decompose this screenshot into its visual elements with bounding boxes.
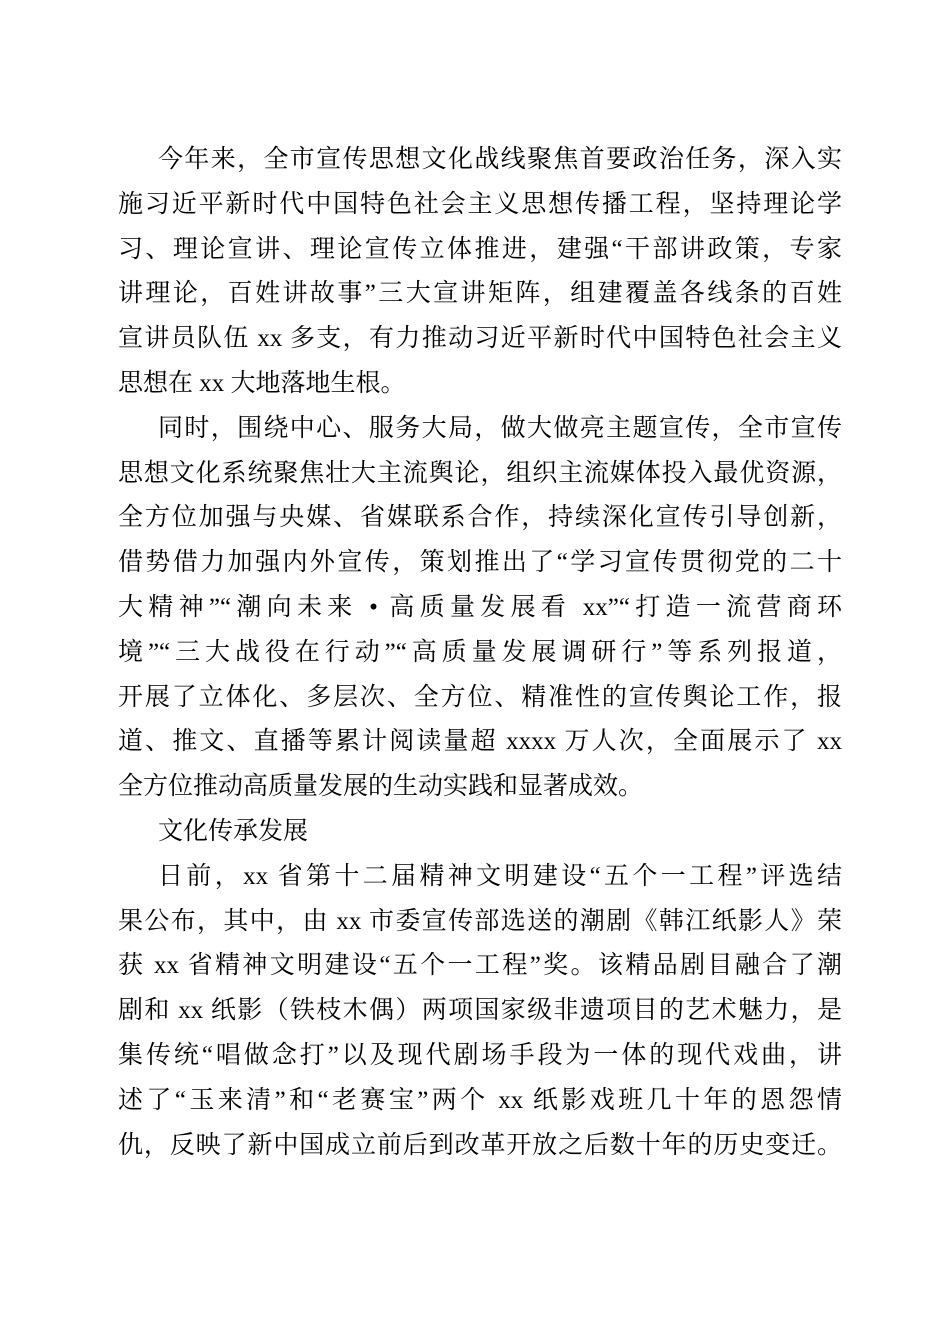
paragraph-line: 借势借力加强内外宣传，策划推出了“学习宣传贯彻党的二十 <box>118 549 842 577</box>
paragraph-line: 全方位加强与央媒、省媒联系合作，持续深化宣传引导创新， <box>118 504 842 532</box>
paragraph-line: 宣讲员队伍 xx 多支，有力推动习近平新时代中国特色社会主义 <box>118 325 842 353</box>
paragraph-line: 同时，围绕中心、服务大局，做大做亮主题宣传，全市宣传 <box>158 414 842 442</box>
paragraph-3 <box>118 855 842 1169</box>
paragraph-line: 全方位推动高质量发展的生动实践和显著成效。 <box>118 773 644 801</box>
paragraph-2 <box>118 407 842 810</box>
paragraph-line: 境”“三大战役在行动”“高质量发展调研行”等系列报道， <box>118 638 842 666</box>
paragraph-line: 仇，反映了新中国成立前后到改革开放之后数十年的历史变迁。 <box>118 1131 842 1159</box>
paragraph-1 <box>118 138 842 407</box>
paragraph-line: 果公布，其中，由 xx 市委宣传部选送的潮剧《韩江纸影人》荣 <box>118 907 842 935</box>
paragraph-line: 大精神”“潮向未来 • 高质量发展看 xx”“打造一流营商环 <box>118 593 842 621</box>
paragraph-line: 日前，xx 省第十二届精神文明建设“五个一工程”评选结 <box>158 862 842 890</box>
section-heading: 文化传承发展 <box>158 817 309 845</box>
paragraph-line: 集传统“唱做念打”以及现代剧场手段为一体的现代戏曲，讲 <box>118 1041 842 1069</box>
paragraph-line: 习、理论宣讲、理论宣传立体推进，建强“干部讲政策，专家 <box>118 235 842 263</box>
paragraph-line: 剧和 xx 纸影（铁枝木偶）两项国家级非遗项目的艺术魅力，是 <box>118 997 842 1025</box>
paragraph-line: 施习近平新时代中国特色社会主义思想传播工程，坚持理论学 <box>118 190 842 218</box>
paragraph-line: 今年来，全市宣传思想文化战线聚焦首要政治任务，深入实 <box>158 146 842 173</box>
paragraph-line: 思想文化系统聚焦壮大主流舆论，组织主流媒体投入最优资源， <box>118 459 842 487</box>
paragraph-line: 获 xx 省精神文明建设“五个一工程”奖。该精品剧目融合了潮 <box>118 952 842 980</box>
paragraph-line: 思想在 xx 大地落地生根。 <box>118 369 406 397</box>
paragraph-line: 道、推文、直播等累计阅读量超 xxxx 万人次，全面展示了 xx <box>118 728 842 756</box>
document-body <box>118 138 842 1168</box>
paragraph-line: 述了“玉来清”和“老赛宝”两个 xx 纸影戏班几十年的恩怨情 <box>118 1086 842 1114</box>
paragraph-line: 讲理论，百姓讲故事”三大宣讲矩阵，组建覆盖各线条的百姓 <box>118 280 842 308</box>
paragraph-line: 开展了立体化、多层次、全方位、精准性的宣传舆论工作，报 <box>118 683 842 711</box>
